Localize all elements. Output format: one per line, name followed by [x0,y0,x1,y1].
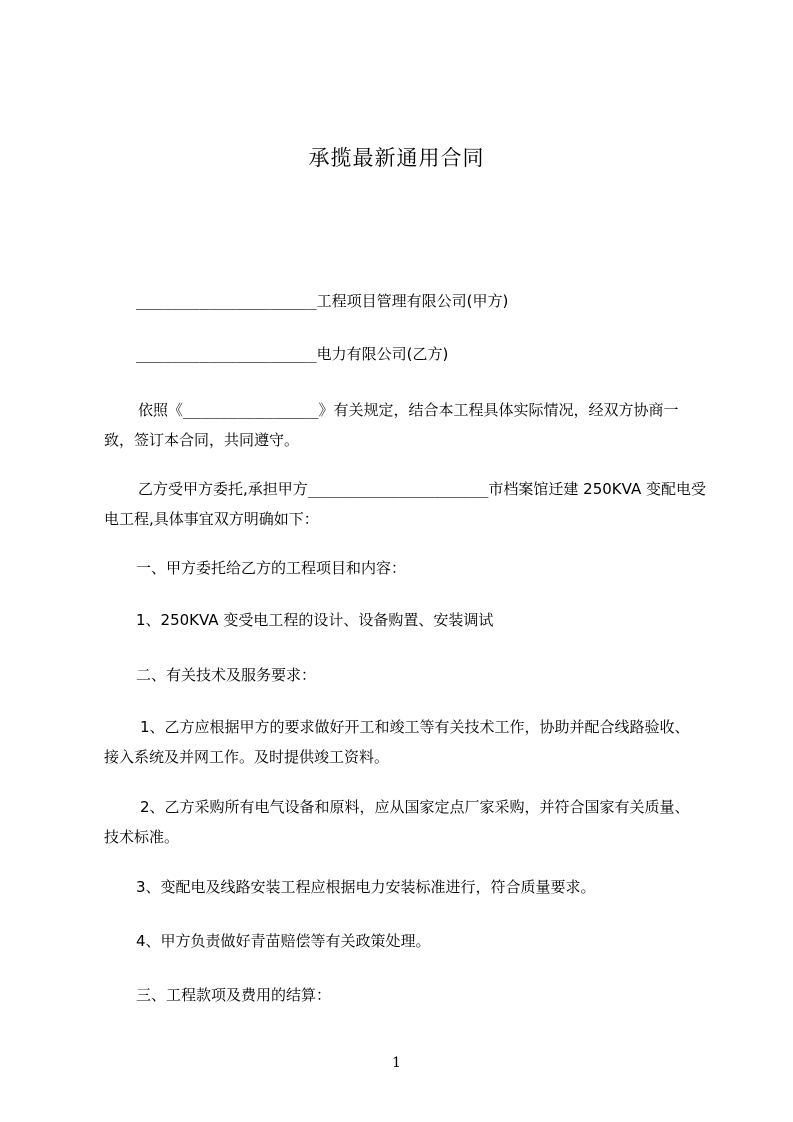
section-2-item-1 [104,712,704,772]
page-number: 1 [392,1055,401,1071]
section-2-item-1-line1: 1、乙方应根据甲方的要求做好开工和竣工等有关技术工作，协助并配合线路验收、 [140,718,690,736]
section-2-item-1-line2: 接入系统及并网工作。及时提供竣工资料。 [104,748,390,766]
section-3-heading: 三、工程款项及费用的结算： [136,986,332,1004]
party-a-blank[interactable]: ____________________ [136,292,317,310]
party-b-blank[interactable]: ____________________ [136,345,317,363]
paragraph-basis-text-a: 依照《 [138,401,184,419]
party-b-text: 电力有限公司(乙方) [316,345,449,363]
paragraph-commission [104,474,704,534]
paragraph-basis-text-b: 》有关规定，结合本工程具体实际情况，经双方协商一 [318,401,679,419]
project-party-blank[interactable]: ____________________ [307,480,489,498]
party-a-text: 工程项目管理有限公司(甲方) [316,292,509,310]
paragraph-commission-text-a: 乙方受甲方委托,承担甲方 [138,480,308,498]
party-b-line [136,339,736,369]
section-2-item-2-line1: 2、乙方采购所有电气设备和原料，应从国家定点厂家采购，并符合国家有关质量、 [140,798,690,816]
section-2-item-3: 3、变配电及线路安装工程应根据电力安装标准进行，符合质量要求。 [136,878,596,896]
page-title: 承揽最新通用合同 [308,146,485,170]
regulation-name-blank[interactable]: _______________ [183,401,319,419]
section-2-heading: 二、有关技术及服务要求： [136,666,317,684]
section-2-item-2 [104,792,704,852]
paragraph-commission-line2: 电工程,具体事宜双方明确如下： [104,510,319,528]
paragraph-basis-line1 [104,395,704,425]
paragraph-commission-text-b: 市档案馆迁建 250KVA 变配电受 [488,480,706,498]
paragraph-basis-line2: 致，签订本合同，共同遵守。 [104,431,300,449]
section-2-item-4: 4、甲方负责做好青苗赔偿等有关政策处理。 [136,932,431,950]
section-1-item-1: 1、250KVA 变受电工程的设计、设备购置、安装调试 [136,611,494,629]
paragraph-basis [104,395,704,455]
paragraph-commission-line1 [104,474,704,504]
section-2-item-2-line2: 技术标准。 [104,828,180,846]
party-a-line [136,286,736,316]
section-1-heading: 一、甲方委托给乙方的工程项目和内容： [136,559,407,577]
